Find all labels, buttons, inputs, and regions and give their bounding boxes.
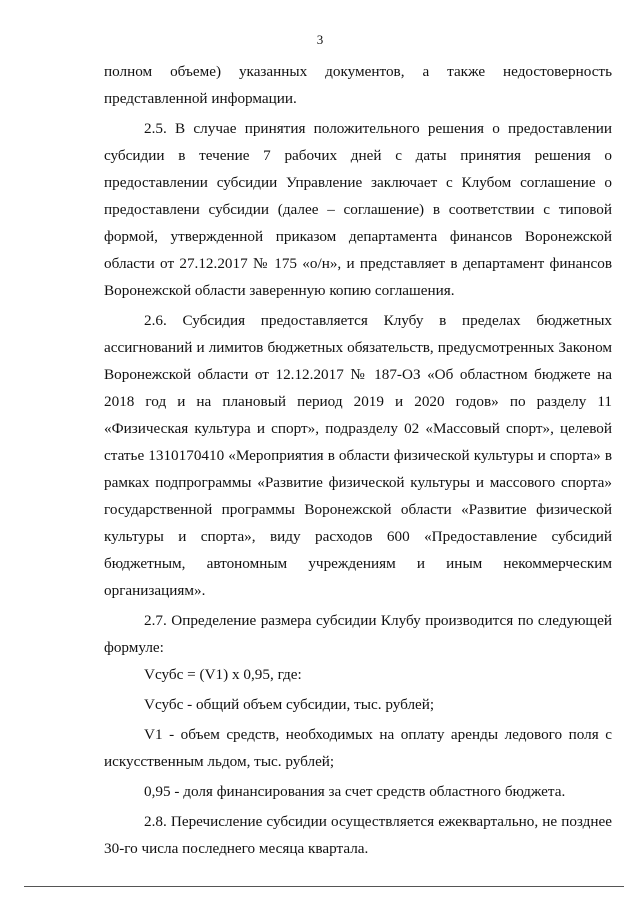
page-number: 3 xyxy=(316,32,324,47)
document-body xyxy=(104,58,612,862)
bottom-rule xyxy=(24,886,624,887)
paragraph-2-7: 2.7. Определение размера субсидии Клубу производится по следующей формуле: xyxy=(104,612,612,656)
paragraph-2-5: 2.5. В случае принятия положительного решения о предоставлении субсидии в течение 7 рабочих дней с даты принятия решения о предоставлении субсидии Управление заключает с Клубом соглашение о предоставлени субсидии (далее – соглашение) в соответствии с типовой формой, утвержденной приказом департамента финансов Воронежской области от 27.12.2017 № 175 «о/н», и представляет в департамент финансов Воронежской области заверенную копию соглашения. xyxy=(104,120,612,299)
paragraph-2-6: 2.6. Субсидия предоставляется Клубу в пределах бюджетных ассигнований и лимитов бюджетных обязательств, предусмотренных Законом Воронежской области от 12.12.2017 № 187-ОЗ «Об областном бюджете на 2018 год и на плановый период 2019 и 2020 годов» по разделу 11 «Физическая культура и спорт», подразделу 02 «Массовый спорт», целевой статье 1310170410 «Мероприятия в области физической культуры и спорта» в рамках подпрограммы «Развитие физической культуры и массового спорта» государственной программы Воронежской области «Развитие физической культуры и спорта», виду расходов 600 «Предоставление субсидий бюджетным, автономным учреждениям и иным некоммерческим организациям». xyxy=(104,312,612,599)
formula-definition-v1: V1 - объем средств, необходимых на оплату аренды ледового поля с искусственным льдом, тыс. рублей; xyxy=(104,726,612,770)
formula-line: Vсубс = (V1) х 0,95, где: xyxy=(144,666,302,683)
paragraph-2-8: 2.8. Перечисление субсидии осуществляется ежеквартально, не позднее 30-го числа последнего месяца квартала. xyxy=(104,813,612,857)
formula-definition-coefficient: 0,95 - доля финансирования за счет средств областного бюджета. xyxy=(144,783,566,800)
formula-definition-vsubs: Vсубс - общий объем субсидии, тыс. рублей; xyxy=(144,696,435,713)
paragraph-continuation: полном объеме) указанных документов, а также недостоверность представленной информации. xyxy=(104,63,612,107)
